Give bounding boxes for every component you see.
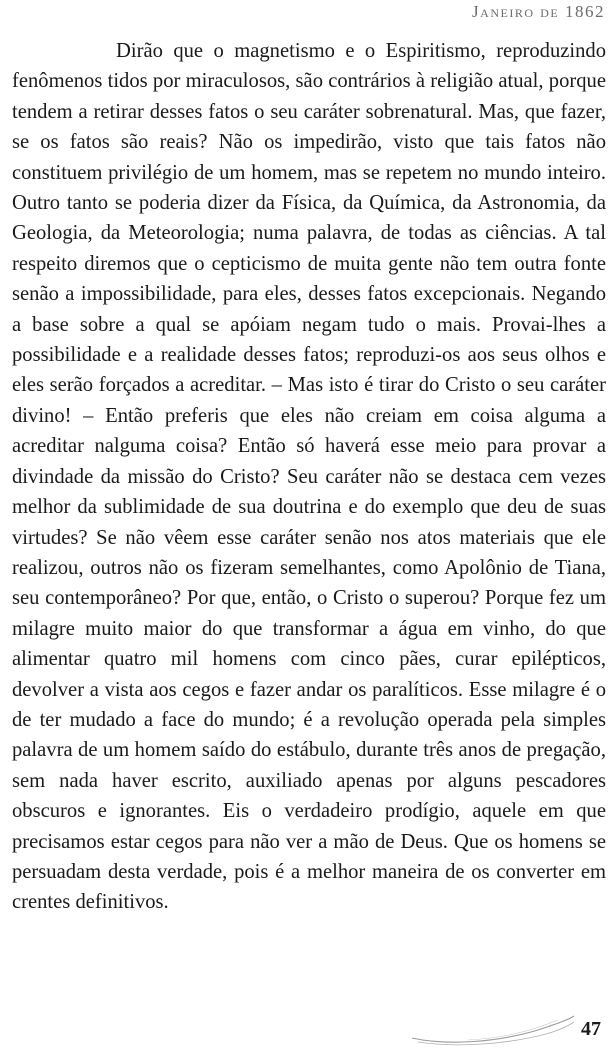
body-paragraph: Dirão que o magnetismo e o Espiritismo, reproduzindo fenômenos tidos por miraculosos, são contrários à religião atual, porque tendem a retirar desses fatos o seu caráter sobrenatural. Mas, que fazer, se os fatos são reais? Não os impedirão, visto que tais fatos não constituem privilégio de um homem, mas se repetem no mundo inteiro. Outro tanto se poderia dizer da Física, da Química, da Astronomia, da Geologia, da Meteorologia; numa palavra, de todas as ciências. A tal respeito diremos que o cepticismo de muita gente não tem outra fonte senão a impossibilidade, para eles, desses fatos excepcionais. Negando a base sobre a qual se apóiam negam tudo o mais. Provai-lhes a possibilidade e a realidade desses fatos; reproduzi-os aos seus olhos e eles serão forçados a acreditar. – Mas isto é tirar do Cristo o seu caráter divino! – Então preferis que eles não creiam em coisa alguma a acreditar nalguma coisa? Então só haverá esse meio para provar a divindade da missão do Cristo? Seu caráter não se destaca cem vezes melhor da sublimidade de sua doutrina e do exemplo que deu de suas virtudes? Se não vêem esse caráter senão nos atos materiais que ele realizou, outros não os fizeram semelhantes, como Apolônio de Tiana, seu contemporâneo? Por que, então, o Cristo o superou? Porque fez um milagre muito maior do que transformar a água em vinho, do que alimentar quatro mil homens com cinco pães, curar epilépticos, devolver a vista aos cegos e fazer andar os paralíticos. Esse milagre é o de ter mudado a face do mundo; é a revolução operada pela simples palavra de um homem saído do estábulo, durante três anos de pregação, sem nada haver escrito, auxiliado apenas por alguns pescadores obscuros e ignorantes. Eis o verdadeiro prodígio, aquele em que precisamos estar cegos para não ver a mão de Deus. Que os homens se persuadam desta verdade, pois é a melhor maneira de os converter em crentes definitivos. (12, 40, 606, 914)
running-head: Janeiro de 1862 (472, 2, 605, 21)
page-number: 47 (581, 1018, 601, 1040)
swash-ornament-icon (408, 1012, 576, 1048)
